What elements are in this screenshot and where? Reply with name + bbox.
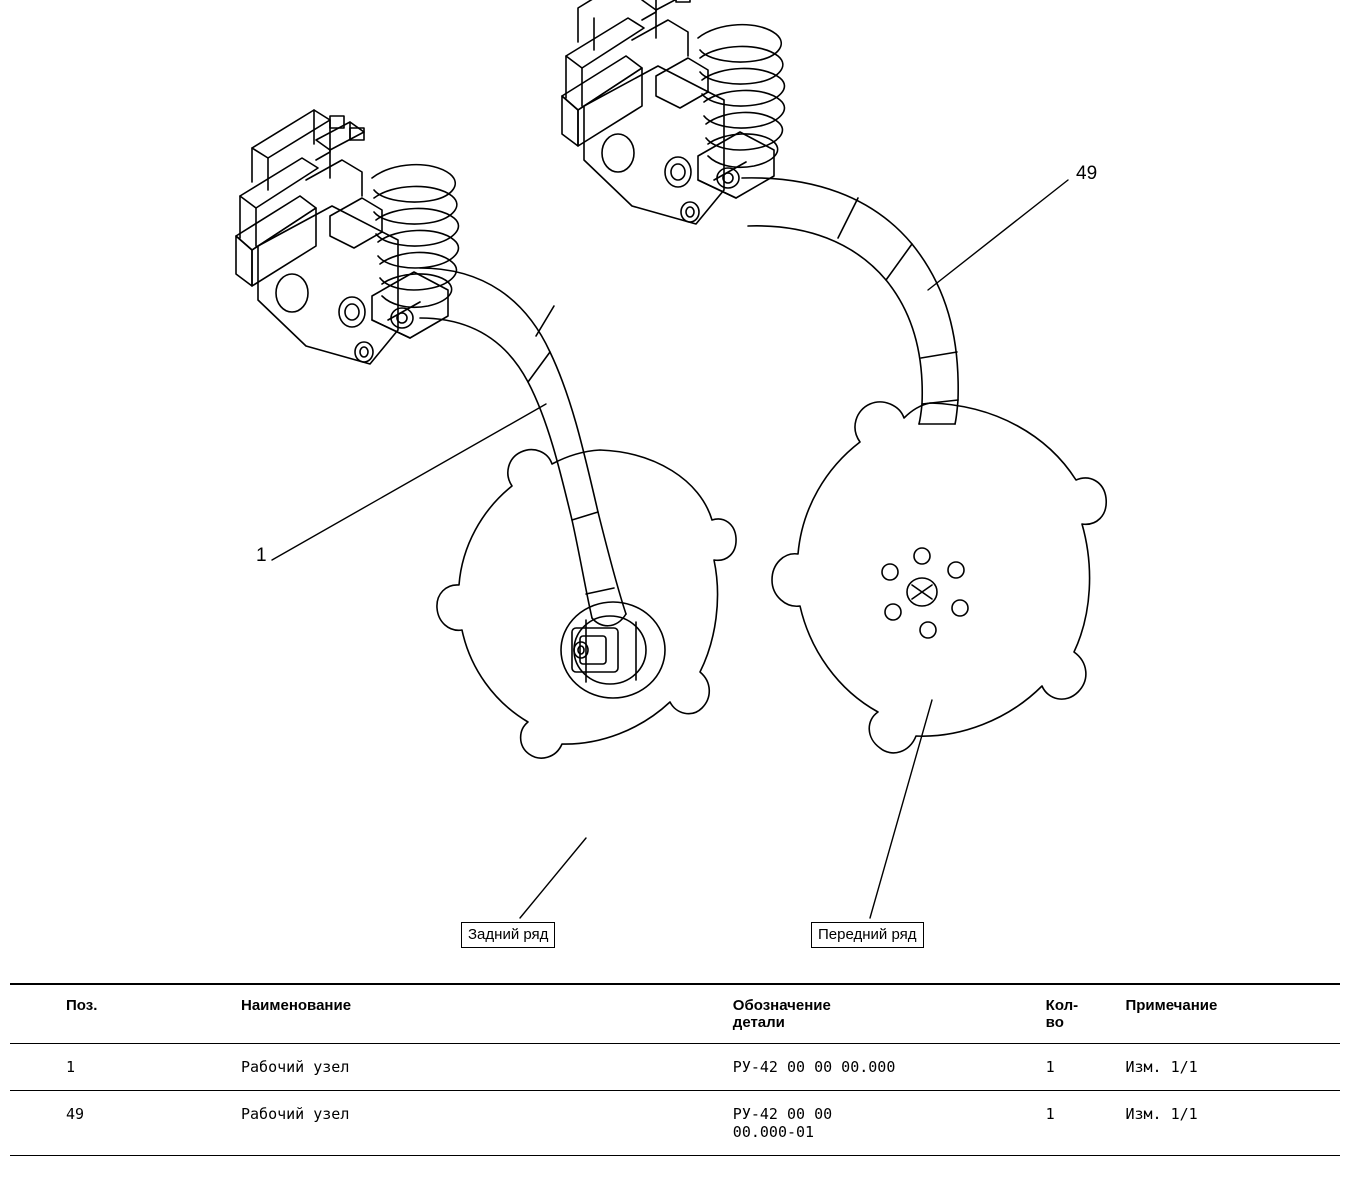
cell-name: Рабочий узел <box>241 1105 350 1123</box>
cell-name: Рабочий узел <box>241 1058 350 1076</box>
front-row-unit <box>562 0 1106 753</box>
rear-bracket <box>236 110 458 364</box>
callout-number-1: 1 <box>256 545 267 566</box>
rear-spring <box>372 165 458 308</box>
leader-front-row <box>870 700 932 918</box>
cell-note: Изм. 1/1 <box>1125 1105 1198 1123</box>
front-bracket <box>562 0 784 224</box>
rear-arm <box>420 268 626 626</box>
rear-disc <box>437 450 736 758</box>
header-designation: Обозначение детали <box>732 997 831 1031</box>
cell-qty: 1 <box>1045 1058 1055 1076</box>
cell-qty: 1 <box>1045 1105 1055 1123</box>
rear-row-unit <box>236 110 736 758</box>
label-rear-row: Задний ряд <box>461 922 555 948</box>
cell-pos: 49 <box>66 1105 85 1123</box>
cell-pos: 1 <box>66 1058 76 1076</box>
header-name: Наименование <box>241 997 352 1014</box>
leader-pos-1 <box>272 404 546 560</box>
label-front-row: Передний ряд <box>811 922 924 948</box>
parts-table-body <box>10 1044 1340 1156</box>
front-disc <box>772 402 1106 753</box>
leader-pos-49 <box>928 180 1068 290</box>
table-header-row <box>10 984 1340 1044</box>
parts-table-header <box>10 984 1340 1044</box>
header-qty: Кол- во <box>1045 997 1079 1031</box>
cell-designation: РУ-42 00 00 00.000 <box>732 1058 896 1076</box>
leader-lines <box>272 180 1068 918</box>
header-note: Примечание <box>1125 997 1218 1014</box>
table-row <box>10 1044 1340 1091</box>
header-pos: Поз. <box>66 997 98 1014</box>
parts-table <box>10 983 1340 1156</box>
leader-rear-row <box>520 838 586 918</box>
front-arm <box>742 178 958 424</box>
front-spring <box>698 25 784 168</box>
table-row <box>10 1091 1340 1156</box>
callout-number-49: 49 <box>1076 163 1098 184</box>
cell-note: Изм. 1/1 <box>1125 1058 1198 1076</box>
cell-designation: РУ-42 00 00 00.000-01 <box>732 1105 833 1141</box>
